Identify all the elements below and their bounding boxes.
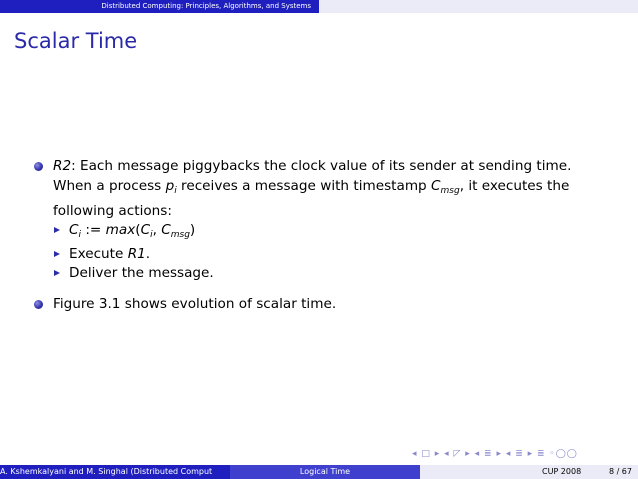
triangle-bullet-icon <box>54 251 60 257</box>
triangle-bullet-icon <box>54 270 60 276</box>
bullet-r2-line2 <box>53 176 614 201</box>
footer-bar <box>0 465 638 479</box>
header-bar-right <box>319 0 638 13</box>
slide-title: Scalar Time <box>14 29 138 53</box>
clock-subscript: msg <box>170 230 190 240</box>
clock-subscript: i <box>78 230 82 240</box>
presentation-title: Distributed Computing: Principles, Algorithms, and Systems <box>101 2 311 10</box>
bullet-dot-icon <box>34 300 43 309</box>
clock-symbol: C <box>161 222 171 238</box>
clock-subscript: i <box>150 230 153 240</box>
rule-r1-label: R1 <box>127 246 146 262</box>
text-segment: , it executes the <box>459 178 570 194</box>
text-segment: Deliver the message. <box>69 265 214 281</box>
subitem-execute <box>53 245 614 264</box>
text-segment: . <box>145 246 151 262</box>
triangle-bullet-icon <box>54 227 60 233</box>
process-subscript: i <box>174 186 177 196</box>
text-segment: When a process <box>53 178 166 194</box>
assign-operator: := <box>81 222 106 238</box>
subitem-max <box>53 221 614 245</box>
header-bar <box>0 0 638 13</box>
beamer-navigation-icons[interactable]: ◂ □ ▸ ◂ ◸ ▸ ◂ ≣ ▸ ◂ ≣ ▸ ≣ ◦◯◯ <box>412 449 578 459</box>
bullet-r2 <box>34 156 614 283</box>
rule-r2-label: R2 <box>53 158 72 174</box>
text-segment: Execute <box>69 246 128 262</box>
bullet-r2-line3: following actions: <box>53 203 172 219</box>
slide-content <box>34 156 614 325</box>
bullet-r2-line1 <box>53 156 614 176</box>
clock-subscript: msg <box>440 186 460 196</box>
footer-right <box>420 465 638 479</box>
footer-authors: A. Kshemkalyani and M. Singhal (Distributed Comput <box>0 465 230 479</box>
max-function: max <box>105 222 136 238</box>
footer-page-number: 8 / 67 <box>608 467 632 476</box>
clock-symbol: C <box>140 222 151 238</box>
text-segment: receives a message with timestamp <box>176 178 432 194</box>
process-symbol: p <box>165 178 175 194</box>
bullet-r2-text: : Each message piggybacks the clock value of its sender at sending time. <box>71 158 572 174</box>
bullet-figure <box>34 294 614 314</box>
comma: , <box>152 222 162 238</box>
footer-publisher: CUP 2008 <box>542 467 582 476</box>
clock-symbol: C <box>431 178 441 194</box>
bullet-figure-text: Figure 3.1 shows evolution of scalar time. <box>53 296 337 312</box>
bullet-dot-icon <box>34 162 43 171</box>
paren: ( <box>135 222 141 238</box>
clock-symbol: C <box>69 222 79 238</box>
paren: ) <box>189 222 196 238</box>
footer-topic: Logical Time <box>230 465 420 479</box>
subitem-deliver <box>53 264 614 283</box>
